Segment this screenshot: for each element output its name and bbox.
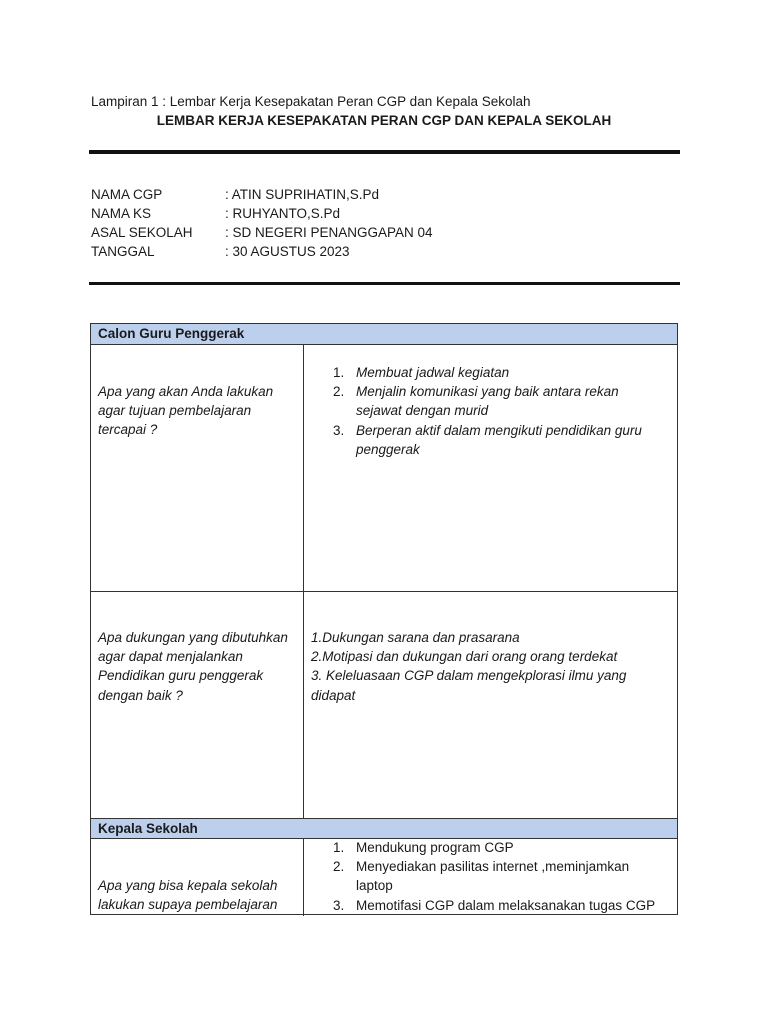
attachment-caption: Lampiran 1 : Lembar Kerja Kesepakatan Peran CGP dan Kepala Sekolah [91, 94, 531, 109]
row-divider [91, 591, 677, 592]
info-row-nama-ks [91, 204, 340, 223]
info-label: ASAL SEKOLAH [91, 225, 193, 240]
list-item: 3. Memotifasi CGP dalam melaksanakan tugas CGP [333, 897, 656, 913]
column-divider [303, 344, 304, 818]
answer-list-cgp-2 [311, 628, 671, 705]
answer-list-ks-1 [311, 838, 661, 915]
column-divider [303, 838, 304, 916]
question-cgp-2: Apa dukungan yang dibutuhkan agar dapat menjalankan Pendidikan guru penggerak dengan baik ? [98, 630, 288, 703]
info-value: : RUHYANTO,S.Pd [225, 206, 341, 221]
info-row-asal-sekolah [91, 223, 433, 242]
list-item: 2. Menyediakan pasilitas internet ,meminjamkan laptop [333, 859, 630, 894]
question-ks-1: Apa yang bisa kepala sekolah lakukan supaya pembelajaran [98, 878, 278, 913]
section-header-cgp: Calon Guru Penggerak [91, 324, 677, 344]
info-value: : SD NEGERI PENANGGAPAN 04 [225, 225, 433, 240]
info-value: : ATIN SUPRIHATIN,S.Pd [225, 187, 380, 202]
info-label: NAMA CGP [91, 187, 163, 202]
info-row-nama-cgp [91, 185, 379, 204]
top-divider [89, 150, 680, 154]
question-cgp-1: Apa yang akan Anda lakukan agar tujuan pembelajaran tercapai ? [98, 384, 274, 438]
info-label: NAMA KS [91, 206, 152, 221]
list-item: 2. Menjalin komunikasi yang baik antara rekan sejawat dengan murid [333, 384, 619, 419]
list-item: 1. Mendukung program CGP [333, 840, 514, 855]
info-row-tanggal [91, 242, 350, 261]
answer-list-cgp-1 [311, 363, 661, 459]
list-item: 1. Membuat jadwal kegiatan [333, 365, 510, 380]
document-title: LEMBAR KERJA KESEPAKATAN PERAN CGP DAN KEPALA SEKOLAH [156, 113, 612, 128]
info-label: TANGGAL [91, 244, 155, 259]
list-item: 1.Dukungan sarana dan prasarana [311, 630, 520, 645]
info-value: : 30 AGUSTUS 2023 [225, 244, 350, 259]
list-item: 3. Keleluasaan CGP dalam mengekplorasi ilmu yang didapat [311, 668, 627, 703]
list-item: 3. Berperan aktif dalam mengikuti pendidikan guru penggerak [333, 422, 642, 457]
section-header-ks: Kepala Sekolah [91, 819, 677, 838]
list-item: 2.Motipasi dan dukungan dari orang orang terdekat [311, 649, 618, 665]
bottom-divider [89, 282, 680, 285]
row-divider [91, 344, 677, 345]
agreement-table [90, 323, 678, 915]
